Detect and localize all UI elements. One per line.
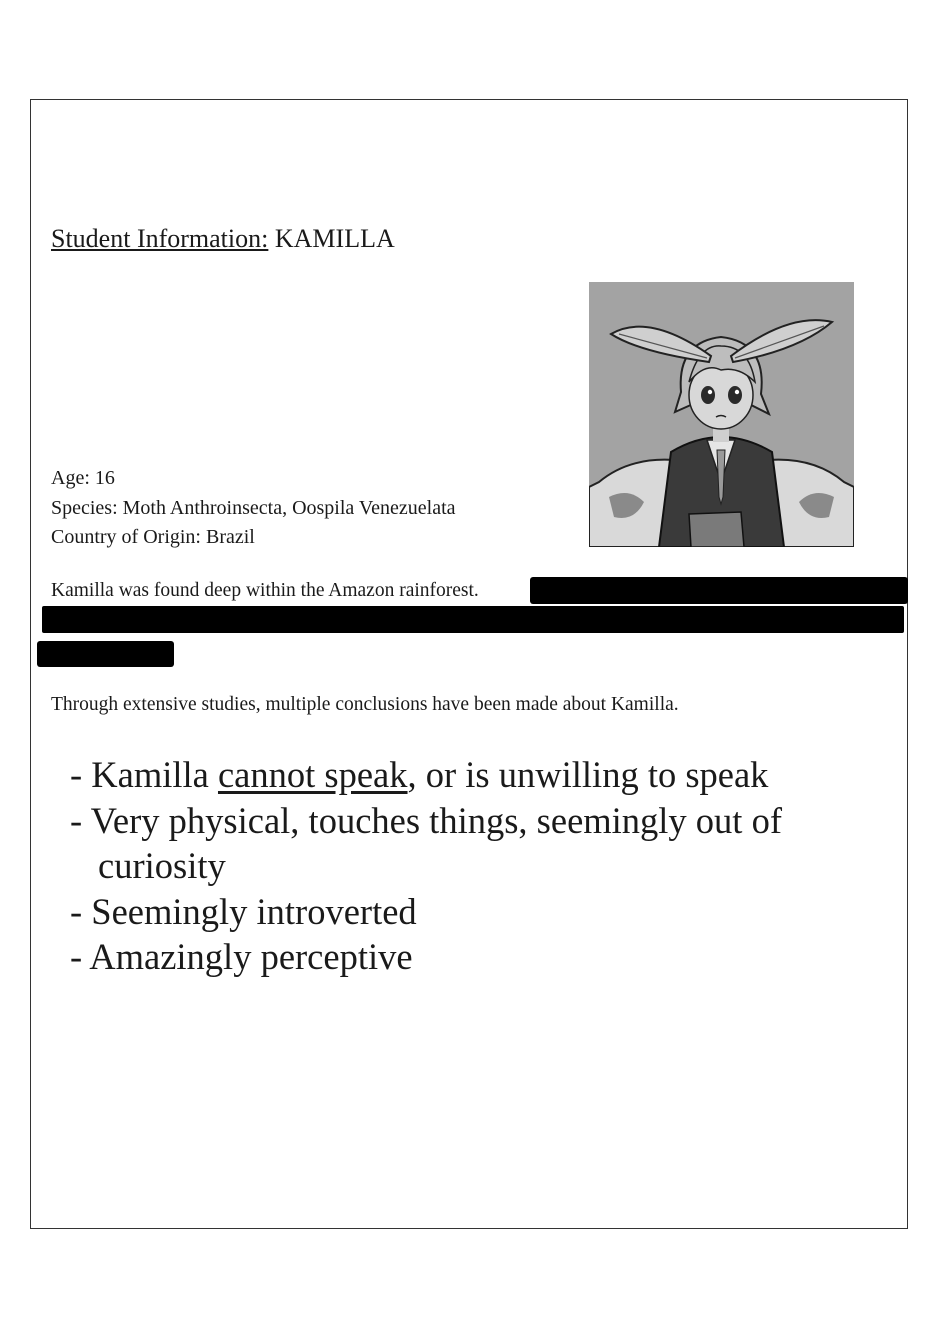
list-item-continuation: curiosity xyxy=(98,845,226,886)
page-title xyxy=(51,224,395,254)
redaction-bar-3 xyxy=(37,641,174,667)
list-item xyxy=(70,752,782,798)
list-item: - Seemingly introverted xyxy=(70,890,417,932)
age-line: Age: 16 xyxy=(51,467,115,489)
list-item: - Very physical, touches things, seemingly out of xyxy=(70,799,782,841)
title-label: Student Information: xyxy=(51,224,269,253)
list-item: - Amazingly perceptive xyxy=(70,936,413,977)
discovery-paragraph: Kamilla was found deep within the Amazon rainforest. xyxy=(51,580,479,601)
redaction-bar-1 xyxy=(530,577,908,604)
origin-line: Country of Origin: Brazil xyxy=(51,526,255,548)
species-line: Species: Moth Anthroinsecta, Oospila Venezuelata xyxy=(51,496,456,519)
list-item-prefix: - Kamilla xyxy=(70,754,218,795)
studies-paragraph: Through extensive studies, multiple conclusions have been made about Kamilla. xyxy=(51,694,679,715)
redaction-bar-2 xyxy=(42,606,904,633)
student-details xyxy=(51,464,456,553)
student-name: KAMILLA xyxy=(274,224,395,253)
student-portrait xyxy=(589,282,854,547)
list-item-suffix: , or is unwilling to speak xyxy=(407,754,769,795)
underlined-phrase: cannot speak xyxy=(217,754,408,795)
conclusions-list xyxy=(70,752,782,980)
